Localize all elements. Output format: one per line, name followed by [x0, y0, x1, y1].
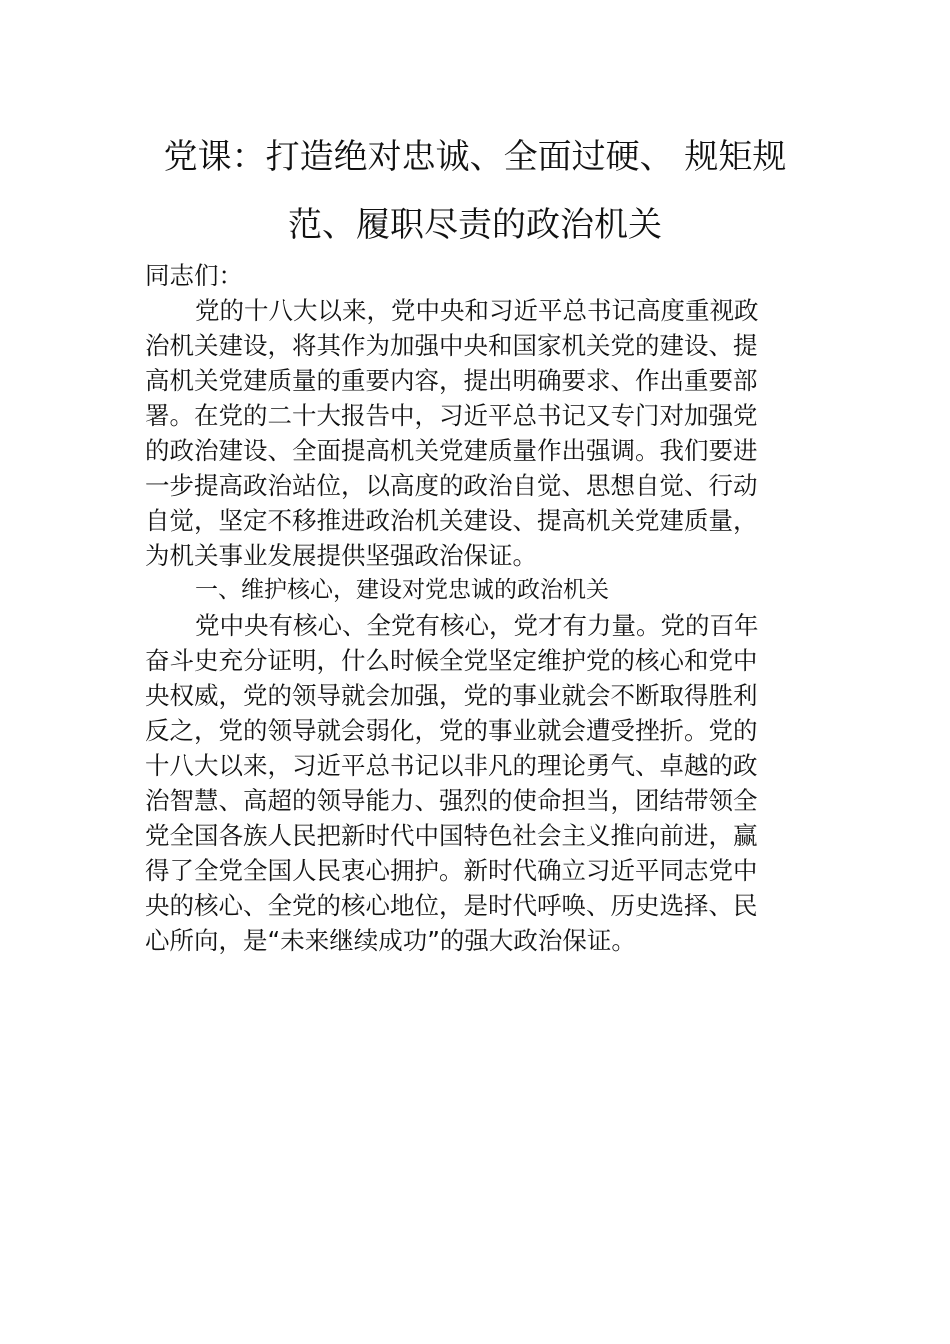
paragraph-1-line: 的政治建设、全面提高机关党建质量作出强调。我们要进	[145, 436, 758, 465]
paragraph-1-line: 署。在党的二十大报告中，习近平总书记又专门对加强党	[145, 401, 758, 430]
paragraph-2-line: 央权威，党的领导就会加强，党的事业就会不断取得胜利	[145, 681, 758, 710]
paragraph-1-line: 治机关建设，将其作为加强中央和国家机关党的建设、提	[145, 331, 758, 360]
paragraph-1-line: 党的十八大以来，党中央和习近平总书记高度重视政	[195, 296, 759, 325]
document-body	[145, 258, 810, 958]
paragraph-2-line: 党中央有核心、全党有核心，党才有力量。党的百年	[195, 611, 759, 640]
document-title-line-1: 党课：打造绝对忠诚、全面过硬、 规矩规	[163, 137, 787, 177]
salutation: 同志们：	[145, 261, 243, 290]
paragraph-2-line: 奋斗史充分证明，什么时候全党坚定维护党的核心和党中	[145, 646, 758, 675]
paragraph-1-line: 自觉，坚定不移推进政治机关建设、提高机关党建质量，	[145, 506, 758, 535]
paragraph-2-line: 党全国各族人民把新时代中国特色社会主义推向前进，赢	[145, 821, 758, 850]
paragraph-2-line: 治智慧、高超的领导能力、强烈的使命担当，团结带领全	[145, 786, 758, 815]
document-title-line-2: 范、履职尽责的政治机关	[288, 205, 662, 245]
paragraph-1-line: 一步提高政治站位，以高度的政治自觉、思想自觉、行动	[145, 471, 758, 500]
paragraph-2-line: 反之，党的领导就会弱化，党的事业就会遭受挫折。党的	[145, 716, 758, 745]
paragraph-1-line: 高机关党建质量的重要内容，提出明确要求、作出重要部	[145, 366, 758, 395]
paragraph-1-line: 为机关事业发展提供坚强政治保证。	[145, 541, 537, 570]
paragraph-2-line: 十八大以来，习近平总书记以非凡的理论勇气、卓越的政	[145, 751, 758, 780]
paragraph-2-line: 得了全党全国人民衷心拥护。新时代确立习近平同志党中	[145, 856, 758, 885]
paragraph-2-line: 心所向，是“未来继续成功”的强大政治保证。	[145, 926, 636, 955]
section-1-heading: 一、维护核心，建设对党忠诚的政治机关	[195, 577, 609, 603]
paragraph-2-line: 央的核心、全党的核心地位，是时代呼唤、历史选择、民	[145, 891, 758, 920]
